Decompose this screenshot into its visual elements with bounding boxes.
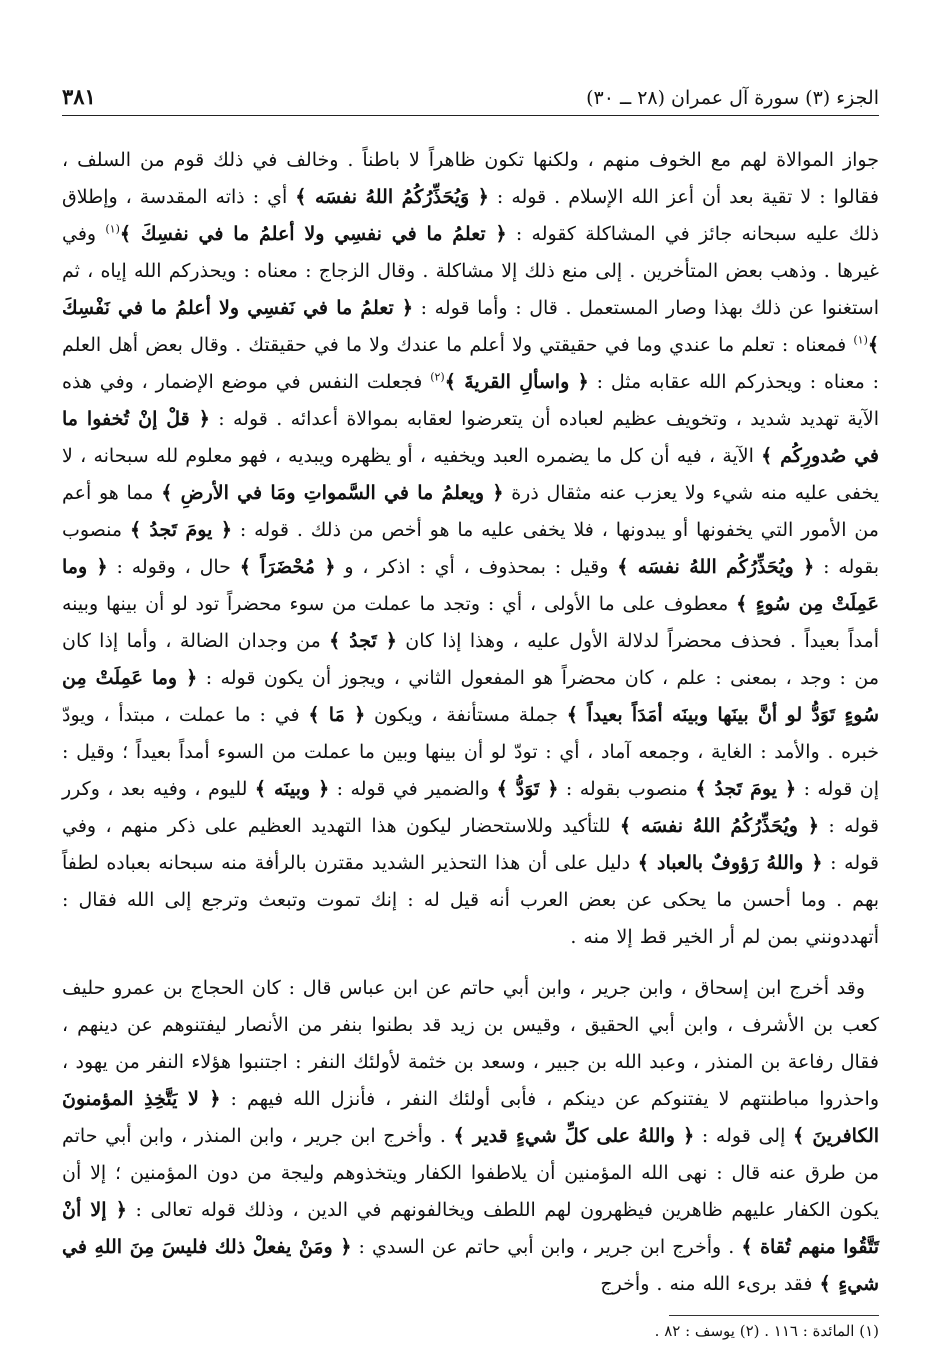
main-text (62, 142, 879, 1303)
quran-quote: ﴿ إلا أنْ تَتَّقُوا منهم تُقاة ﴾ (62, 1199, 879, 1258)
running-header (62, 84, 879, 116)
text-run: . وأخرج ابن جرير ، وابن أبي حاتم عن السدي : (351, 1236, 742, 1258)
footnote-divider (669, 1315, 879, 1316)
text-run: جملة مستأنفة ، ويكون (365, 704, 567, 726)
quran-quote: ﴿ تعلمُ ما في نَفسِي ولا أعلمُ ما في نَفْسِكَ ﴾ (62, 297, 879, 356)
text-run: . وأخرج ابن جرير ، وابن المنذر ، وابن أبي حاتم من طرق عنه قال : نهى الله المؤمنين أن يلاطفوا الكفار ويتخذوهم وليجة من دون المؤمنين ؛ إلا أن يكون الكفار عليهم ظاهرين فيظهرون لهم اللطف ويخالفونهم في الدين ، وذلك قوله تعالى : (62, 1125, 879, 1221)
quran-quote: ﴿ قلْ إنْ تُخفوا ما في صُدورِكُم ﴾ (62, 408, 879, 467)
text-run: فجعلت النفس في موضع الإضمار ، وفي هذه الآية تهديد شديد ، وتخويف عظيم لعباده أن يتعرضوا لعقابه بموالاة أعدائه . قوله : (62, 371, 879, 430)
quran-quote: ﴿ وَيُحَذِّرُكُمُ اللهُ نفسَه ﴾ (295, 186, 489, 208)
quran-quote: ﴿ واللهُ على كلِّ شيءٍ قدير ﴾ (453, 1125, 695, 1147)
text-run: معطوف على ما الأولى ، أي : وتجد ما عملت من سوء محضراً تود لو أن بينها وبينه أمداً بعيداً . فحذف محضراً لدلالة الأول عليه ، وهذا إذا كان (62, 593, 879, 652)
text-run: منصوب بقوله : (62, 519, 879, 578)
quran-quote: ﴿ واسألِ القريةَ ﴾ (444, 371, 589, 393)
quran-quote: ﴿ ويُحَذِّرُكُم اللهُ نفسَه ﴾ (617, 556, 815, 578)
footnotes: (١) المائدة : ١١٦ . (٢) يوسف : ٨٢ . (654, 1322, 879, 1340)
quran-quote: ﴿ واللهُ رَؤوفٌ بالعباد ﴾ (637, 852, 823, 874)
text-run: أي : ذاته المقدسة ، وإطلاق ذلك عليه سبحانه جائز في المشاكلة كقوله : (62, 186, 879, 245)
text-run: حال ، وقوله : (107, 556, 240, 578)
text-run: إلى قوله : (694, 1125, 793, 1147)
quran-quote: ﴿ ومَنْ يفعلْ ذلك فليسَ مِنَ اللهِ في شيءٍ ﴾ (62, 1236, 879, 1295)
quran-quote: ﴿ ويعلمُ ما في السَّمواتِ ومَا في الأرضِ ﴾ (161, 482, 504, 504)
text-run: للتأكيد وللاستحضار ليكون هذا التهديد العظيم على ذكر منهم ، وفي قوله : (62, 815, 880, 874)
text-run: دليل على أن هذا التحذير الشديد مقترن بالرأفة منه سبحانه بعباده لطفاً بهم . وما أحسن ما يحكى عن بعض العرب أنه قيل له : إنك تموت وتبعث وترجع إلى الله فقال : أتهددونني بمن لم أر الخير قط إلا منه . (62, 852, 879, 948)
quran-quote: ﴿ يومَ تَجدُ ﴾ (129, 519, 232, 541)
quran-quote: ﴿ وبينَه ﴾ (254, 778, 330, 800)
quran-quote: ﴿ وما عَمِلَتْ مِن سُوءٍ ﴾ (62, 556, 879, 615)
quran-quote: ﴿ تَجدُ ﴾ (329, 630, 397, 652)
quran-quote: ﴿ لا يَتَّخِذِ المؤمنونَ الكافرينَ ﴾ (62, 1088, 880, 1147)
text-run: وقيل : بمحذوف ، أي : اذكر ، و (335, 556, 618, 578)
text-run: في : ما عملت ، مبتدأ ، ويودّ خبره . والأمد : الغاية ، وجمعه آماد ، أي : تودّ لو أن بينها وبين ما عملت من السوء أمداً بعيداً ؛ وقيل : إن قوله : (62, 704, 879, 800)
text-run: من وجدان الضالة ، وأما إذا كان من : وجد ، بمعنى : علم ، كان محضراً هو المفعول الثاني ، ويجوز أن يكون قوله : (62, 630, 879, 689)
text-run: لليوم ، وفيه بعد ، وكرر قوله : (62, 778, 880, 837)
text-run: جواز الموالاة لهم مع الخوف منهم ، ولكنها تكون ظاهراً لا باطناً . وخالف في ذلك قوم من السلف ، فقالوا : لا تقية بعد أن أعز الله الإسلام . قوله : (62, 149, 879, 208)
footnote-ref: (٢) (430, 370, 445, 384)
footnote-ref: (١) (853, 333, 868, 347)
footnote-ref: (١) (105, 222, 120, 236)
paragraph (62, 142, 879, 956)
text-run: فقد برىء الله منه . وأخرج (600, 1273, 820, 1295)
quran-quote: ﴿ مَا ﴾ (308, 704, 366, 726)
text-run: منصوب بقوله : (558, 778, 696, 800)
quran-quote: ﴿ تَوَدُّ ﴾ (496, 778, 559, 800)
text-run: الآية ، فيه أن كل ما يضمره العبد ويخفيه ، أو يظهره ويبديه ، فهو معلوم لله سبحانه ، لا يخفى عليه منه شيء ولا يعزب عنه مثقال ذرة (62, 445, 879, 504)
quran-quote: ﴿ تعلمُ ما في نفسِي ولا أعلمُ ما في نفسِكَ ﴾ (119, 223, 507, 245)
page-number: ٣٨١ (62, 84, 96, 109)
quran-quote: ﴿ يومَ تَجدُ ﴾ (695, 778, 797, 800)
quran-quote: ﴿ ويُحَذِّرُكُمُ اللهُ نفسَه ﴾ (619, 815, 820, 837)
text-run: وقد أخرج ابن إسحاق ، وابن جرير ، وابن أبي حاتم عن ابن عباس قال : كان الحجاج بن عمرو حليف كعب بن الأشرف ، وابن أبي الحقيق ، وقيس بن زيد قد بطنوا بنفر من الأنصار ليفتنوهم عن دينهم ، فقال رفاعة بن المنذر ، وعبد الله بن جبير ، وسعد بن خثمة لأولئك النفر : اجتنبوا هؤلاء النفر من يهود ، واحذروا مباطنتهم لا يفتنوكم عن دينكم ، فأبى أولئك النفر ، فأنزل الله فيهم : (62, 977, 879, 1110)
text-run: وفي غيرها . وذهب بعض المتأخرين . إلى منع ذلك إلا مشاكلة . وقال الزجاج : معناه : ويحذركم الله إياه ، ثم استغنوا عن ذلك بهذا وصار المستعمل . قال : وأما قوله : (62, 223, 880, 319)
text-run: مما هو أعم من الأمور التي يخفونها أو يبدونها ، فلا يخفى عليه ما هو أخص من ذلك . قوله : (62, 482, 879, 541)
header-title: الجزء (٣) سورة آل عمران (٢٨ ــ ٣٠) (586, 87, 879, 109)
quran-quote: ﴿ مُحْضَرَاً ﴾ (239, 556, 336, 578)
text-run: والضمير في قوله : (329, 778, 497, 800)
quran-quote: ﴿ وما عَمِلَتْ مِن سُوءٍ تَوَدُّ لو أنَّ بينَها وبينَه أمَدَاً بعيداً ﴾ (62, 667, 879, 726)
paragraph (62, 970, 879, 1303)
text-run: فمعناه : تعلم ما عندي وما في حقيقتي ولا أعلم ما عندك ولا ما في حقيقتك . وقال بعض أهل العلم : معناه : ويحذركم الله عقابه مثل : (62, 334, 879, 393)
